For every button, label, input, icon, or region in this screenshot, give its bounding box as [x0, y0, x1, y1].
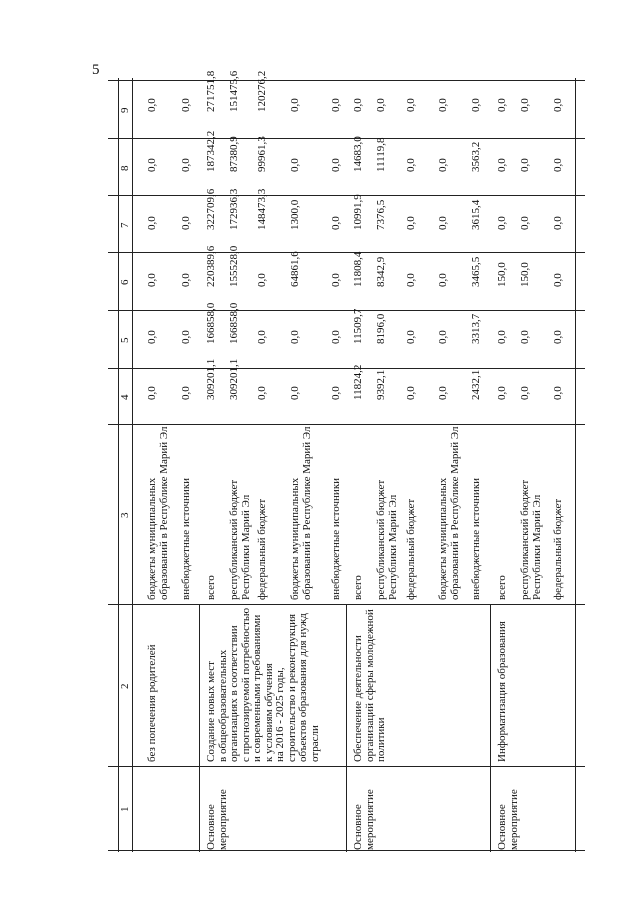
cell-value: 150,0	[496, 262, 508, 287]
cell-value: 11119,8	[375, 137, 387, 172]
row-separator	[490, 604, 491, 852]
cell-value: 3615,4	[470, 199, 482, 230]
funding-source: всего	[496, 575, 508, 600]
cell-value: 0,0	[180, 216, 192, 230]
funding-source: республиканский бюджет	[228, 479, 240, 600]
funding-source: федеральный бюджет	[405, 498, 417, 600]
funding-source: образований в Республике Марий Эл	[448, 426, 461, 600]
cell-value: 0,0	[470, 98, 482, 112]
cell-value: 166858,0	[228, 302, 240, 344]
funding-source: внебюджетные источники	[180, 477, 192, 600]
row-kind-label: мероприятие	[217, 789, 229, 850]
cell-value: 0,0	[437, 273, 449, 287]
row-separator	[199, 604, 200, 852]
funding-source: республиканский бюджет	[519, 479, 531, 600]
row-kind-label: мероприятие	[364, 789, 376, 850]
cell-value: 0,0	[180, 158, 192, 172]
column-header: 4	[119, 394, 131, 400]
cell-value: 0,0	[519, 158, 531, 172]
cell-value: 0,0	[552, 216, 564, 230]
cell-value: 0,0	[146, 386, 158, 400]
funding-source: внебюджетные источники	[470, 477, 482, 600]
cell-value: 150,0	[519, 262, 531, 287]
cell-value: 0,0	[256, 330, 268, 344]
cell-value: 8342,9	[375, 256, 387, 287]
column-separator	[108, 195, 585, 196]
cell-value: 187342,2	[205, 130, 217, 172]
cell-value: 0,0	[146, 273, 158, 287]
column-header: 6	[119, 279, 131, 285]
column-header: 3	[119, 512, 131, 518]
cell-value: 0,0	[289, 386, 301, 400]
column-header: 2	[119, 683, 131, 689]
cell-value: 220389,6	[205, 245, 217, 287]
cell-value: 0,0	[437, 330, 449, 344]
funding-source: Республики Марий Эл	[530, 494, 543, 600]
cell-value: 0,0	[330, 216, 342, 230]
cell-value: 0,0	[552, 386, 564, 400]
cell-value: 0,0	[496, 216, 508, 230]
cell-value: 0,0	[405, 273, 417, 287]
funding-source: образований в Республике Марий Эл	[157, 426, 170, 600]
cell-value: 0,0	[330, 98, 342, 112]
funding-source: всего	[352, 575, 364, 600]
column-header: 8	[119, 165, 131, 171]
funding-source: бюджеты муниципальных	[437, 477, 449, 600]
cell-value: 0,0	[330, 330, 342, 344]
cell-value: 3313,7	[470, 313, 482, 344]
row-name: к условиям обучения	[262, 663, 275, 762]
cell-value: 0,0	[519, 330, 531, 344]
row-kind-label: мероприятие	[508, 789, 520, 850]
cell-value: 322709,6	[205, 188, 217, 230]
row-kind-label: Основное	[496, 804, 508, 850]
cell-value: 0,0	[289, 330, 301, 344]
funding-source: Республики Марий Эл	[386, 494, 399, 600]
cell-value: 0,0	[146, 216, 158, 230]
row-name: Информатизация образования	[496, 621, 508, 762]
cell-value: 1300,0	[289, 199, 301, 230]
cell-value: 0,0	[405, 98, 417, 112]
funding-source: республиканский бюджет	[375, 479, 387, 600]
column-separator	[108, 252, 585, 253]
cell-value: 11509,7	[352, 308, 364, 344]
funding-source: бюджеты муниципальных	[146, 477, 158, 600]
cell-value: 0,0	[330, 386, 342, 400]
cell-value: 7376,5	[375, 199, 387, 230]
cell-value: 99961,3	[256, 136, 268, 172]
cell-value: 0,0	[519, 98, 531, 112]
column-header: 9	[119, 107, 131, 113]
cell-value: 0,0	[496, 386, 508, 400]
cell-value: 0,0	[496, 158, 508, 172]
cell-value: 120276,2	[256, 70, 268, 112]
row-name: организаций сферы молодежной	[363, 609, 376, 762]
row-name: Обеспечение деятельности	[352, 635, 364, 762]
cell-value: 0,0	[437, 216, 449, 230]
cell-value: 0,0	[146, 330, 158, 344]
row-name: Создание новых мест	[205, 661, 217, 762]
cell-value: 87380,9	[228, 136, 240, 172]
cell-value: 0,0	[289, 158, 301, 172]
cell-value: 148473,3	[256, 188, 268, 230]
funding-source: Республики Марий Эл	[239, 494, 252, 600]
cell-value: 0,0	[289, 98, 301, 112]
column-header: 5	[119, 337, 131, 343]
cell-value: 64861,6	[289, 251, 301, 287]
row-name: организациях в соответствии	[228, 625, 240, 762]
cell-value: 0,0	[405, 158, 417, 172]
row-kind-label: Основное	[352, 804, 364, 850]
cell-value: 0,0	[405, 330, 417, 344]
cell-value: 0,0	[552, 158, 564, 172]
row-name: отрасли	[308, 725, 321, 762]
header-strip-line	[132, 78, 133, 852]
cell-value: 0,0	[180, 273, 192, 287]
funding-source: бюджеты муниципальных	[289, 477, 301, 600]
funding-source: образований в Республике Марий Эл	[300, 426, 313, 600]
cell-value: 309201,1	[205, 358, 217, 400]
row-name: и современными требованиями	[251, 614, 263, 762]
cell-value: 0,0	[496, 98, 508, 112]
column-separator	[108, 424, 585, 425]
cell-value: 3563,2	[470, 141, 482, 172]
cell-value: 0,0	[330, 158, 342, 172]
row-name: объектов образования для нужд	[297, 613, 309, 762]
cell-value: 155528,0	[228, 245, 240, 287]
cell-value: 0,0	[256, 386, 268, 400]
cell-value: 151475,6	[228, 70, 240, 112]
funding-source: федеральный бюджет	[552, 498, 564, 600]
cell-value: 309201,1	[228, 358, 240, 400]
cell-value: 166858,0	[205, 302, 217, 344]
cell-value: 0,0	[519, 386, 531, 400]
funding-source: федеральный бюджет	[256, 498, 268, 600]
cell-value: 2432,1	[470, 369, 482, 400]
cell-value: 0,0	[552, 98, 564, 112]
cell-value: 10991,9	[352, 194, 364, 230]
cell-value: 0,0	[552, 273, 564, 287]
cell-value: 0,0	[330, 273, 342, 287]
column-separator	[108, 138, 585, 139]
cell-value: 0,0	[405, 216, 417, 230]
cell-value: 0,0	[256, 273, 268, 287]
page-number: 5	[92, 62, 100, 78]
row-name: политики	[375, 717, 387, 762]
cell-value: 0,0	[437, 386, 449, 400]
cell-value: 0,0	[146, 98, 158, 112]
row-name: с прогнозируемой потребностью	[239, 607, 252, 762]
cell-value: 0,0	[496, 330, 508, 344]
cell-value: 0,0	[552, 330, 564, 344]
row-kind-label: Основное	[205, 804, 217, 850]
cell-value: 9392,1	[375, 369, 387, 400]
column-header: 7	[119, 222, 131, 228]
cell-value: 8196,0	[375, 313, 387, 344]
funding-source: всего	[205, 575, 217, 600]
cell-value: 0,0	[180, 330, 192, 344]
cell-value: 0,0	[352, 98, 364, 112]
row-name: строительство и реконструкция	[285, 613, 298, 762]
column-header: 1	[119, 806, 131, 812]
cell-value: 271751,8	[205, 70, 217, 112]
cell-value: 0,0	[180, 386, 192, 400]
cell-value: 0,0	[375, 98, 387, 112]
cell-value: 0,0	[405, 386, 417, 400]
column-separator	[108, 310, 585, 311]
cell-value: 0,0	[180, 98, 192, 112]
cell-value: 0,0	[519, 216, 531, 230]
column-separator	[108, 368, 585, 369]
row-name: в общеобразовательных	[216, 649, 229, 762]
row-separator	[346, 604, 347, 852]
cell-value: 11808,4	[352, 251, 364, 287]
row-name: без попечения родителей	[146, 644, 158, 762]
funding-source: внебюджетные источники	[330, 477, 342, 600]
cell-value: 14683,0	[352, 136, 364, 172]
row-name: на 2016 - 2025 годы,	[274, 667, 286, 762]
cell-value: 11824,2	[352, 364, 364, 400]
cell-value: 0,0	[437, 98, 449, 112]
cell-value: 0,0	[437, 158, 449, 172]
cell-value: 3465,5	[470, 256, 482, 287]
cell-value: 172936,3	[228, 188, 240, 230]
cell-value: 0,0	[146, 158, 158, 172]
column-separator	[108, 80, 585, 81]
